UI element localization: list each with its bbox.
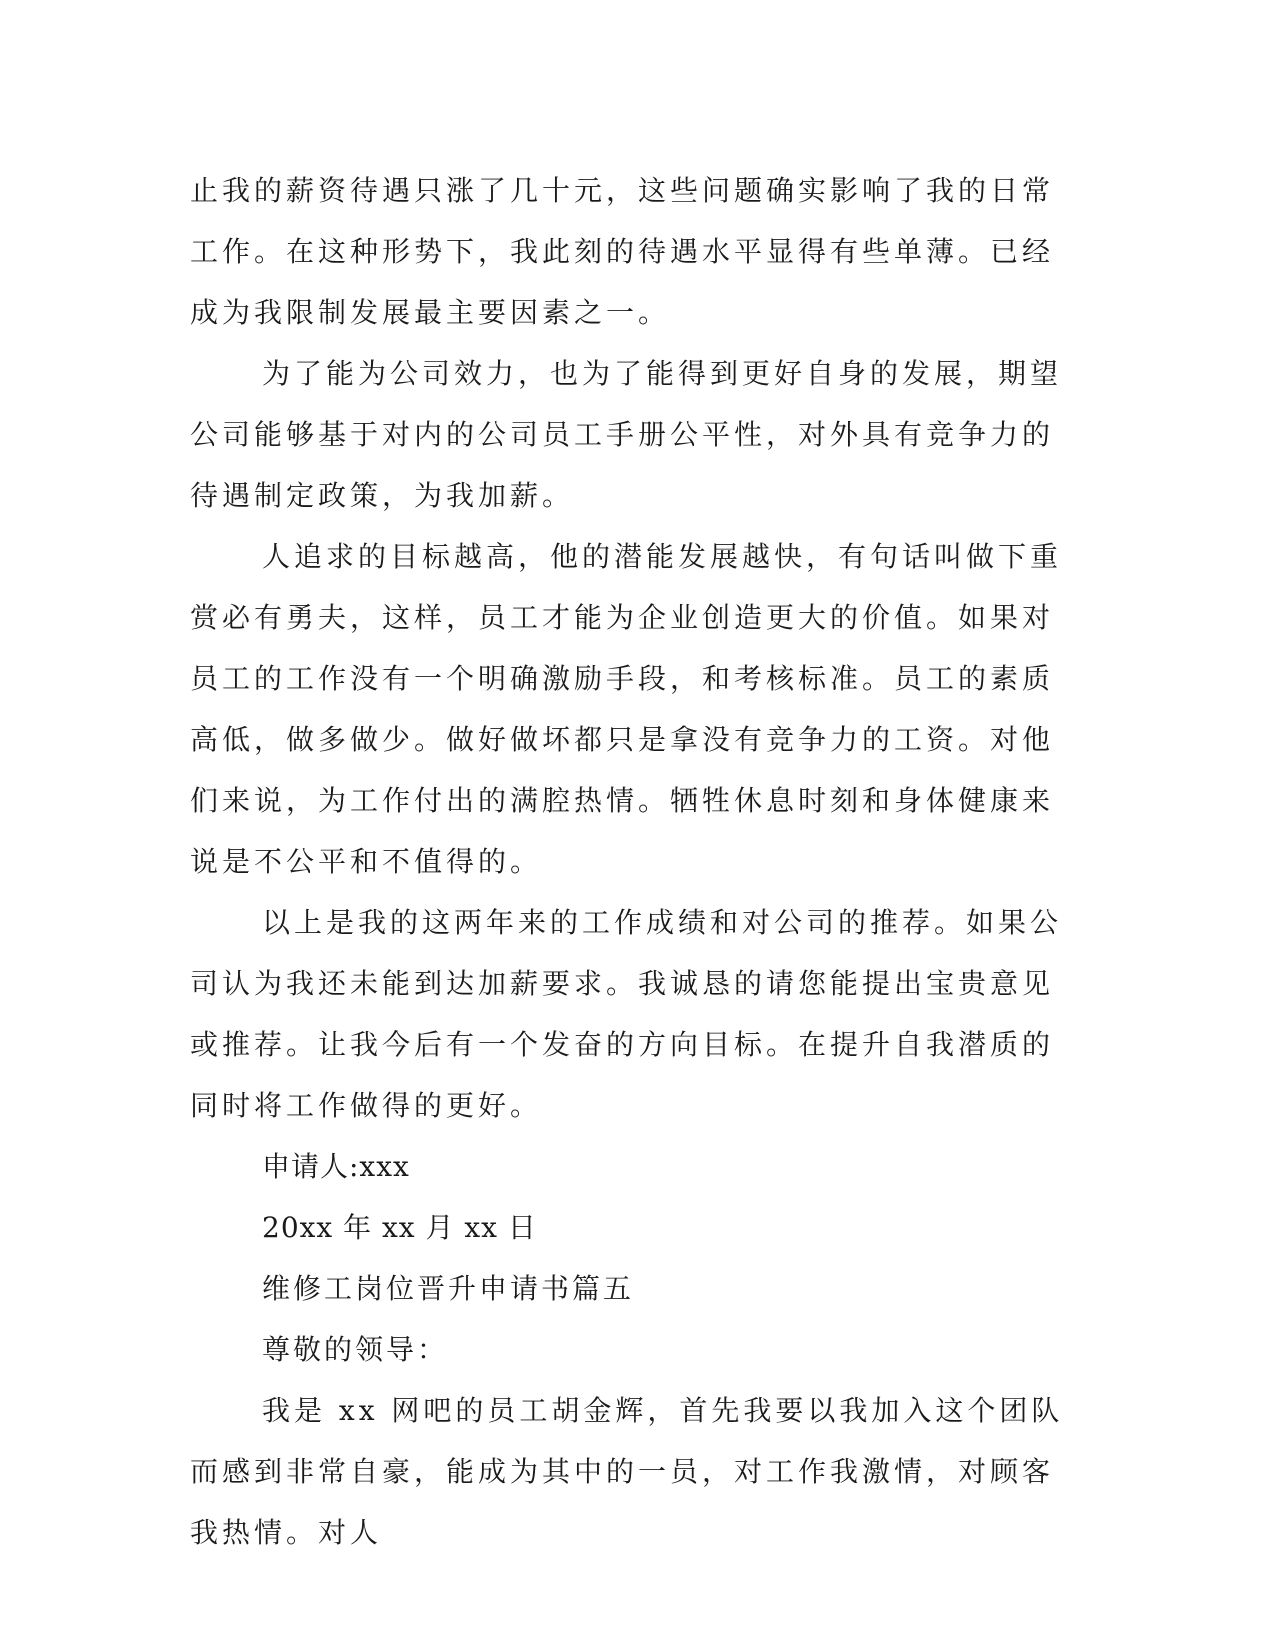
paragraph-raise-request: 为了能为公司效力，也为了能得到更好自身的发展，期望公司能够基于对内的公司员工手册公平性，对外具有竞争力的待遇制定政策，为我加薪。: [190, 357, 1063, 512]
paragraph-incentive: 人追求的目标越高，他的潜能发展越快，有句话叫做下重赏必有勇夫，这样，员工才能为企业创造更大的价值。如果对员工的工作没有一个明确激励手段，和考核标准。员工的素质高低，做多做少。做好做坏都只是拿没有竞争力的工资。对他们来说，为工作付出的满腔热情。牺牲休息时刻和身体健康来说是不公平和不值得的。: [190, 540, 1063, 878]
salutation: 尊敬的领导：: [262, 1333, 449, 1366]
paragraph-salary-continuation: 止我的薪资待遇只涨了几十元，这些问题确实影响了我的日常工作。在这种形势下，我此刻的待遇水平显得有些单薄。已经成为我限制发展最主要因素之一。: [190, 174, 1055, 329]
paragraph-introduction: 我是 xx 网吧的员工胡金辉，首先我要以我加入这个团队而感到非常自豪，能成为其中的一员，对工作我激情，对顾客我热情。对人: [190, 1394, 1064, 1549]
document-body: [190, 160, 1070, 1563]
date: 20xx 年 xx 月 xx 日: [262, 1211, 537, 1244]
paragraph-conclusion: 以上是我的这两年来的工作成绩和对公司的推荐。如果公司认为我还未能到达加薪要求。我诚恳的请您能提出宝贵意见或推荐。让我今后有一个发奋的方向目标。在提升自我潜质的同时将工作做得的更好。: [190, 906, 1063, 1122]
signature: 申请人:xxx: [262, 1150, 410, 1183]
section-title: 维修工岗位晋升申请书篇五: [262, 1272, 635, 1305]
